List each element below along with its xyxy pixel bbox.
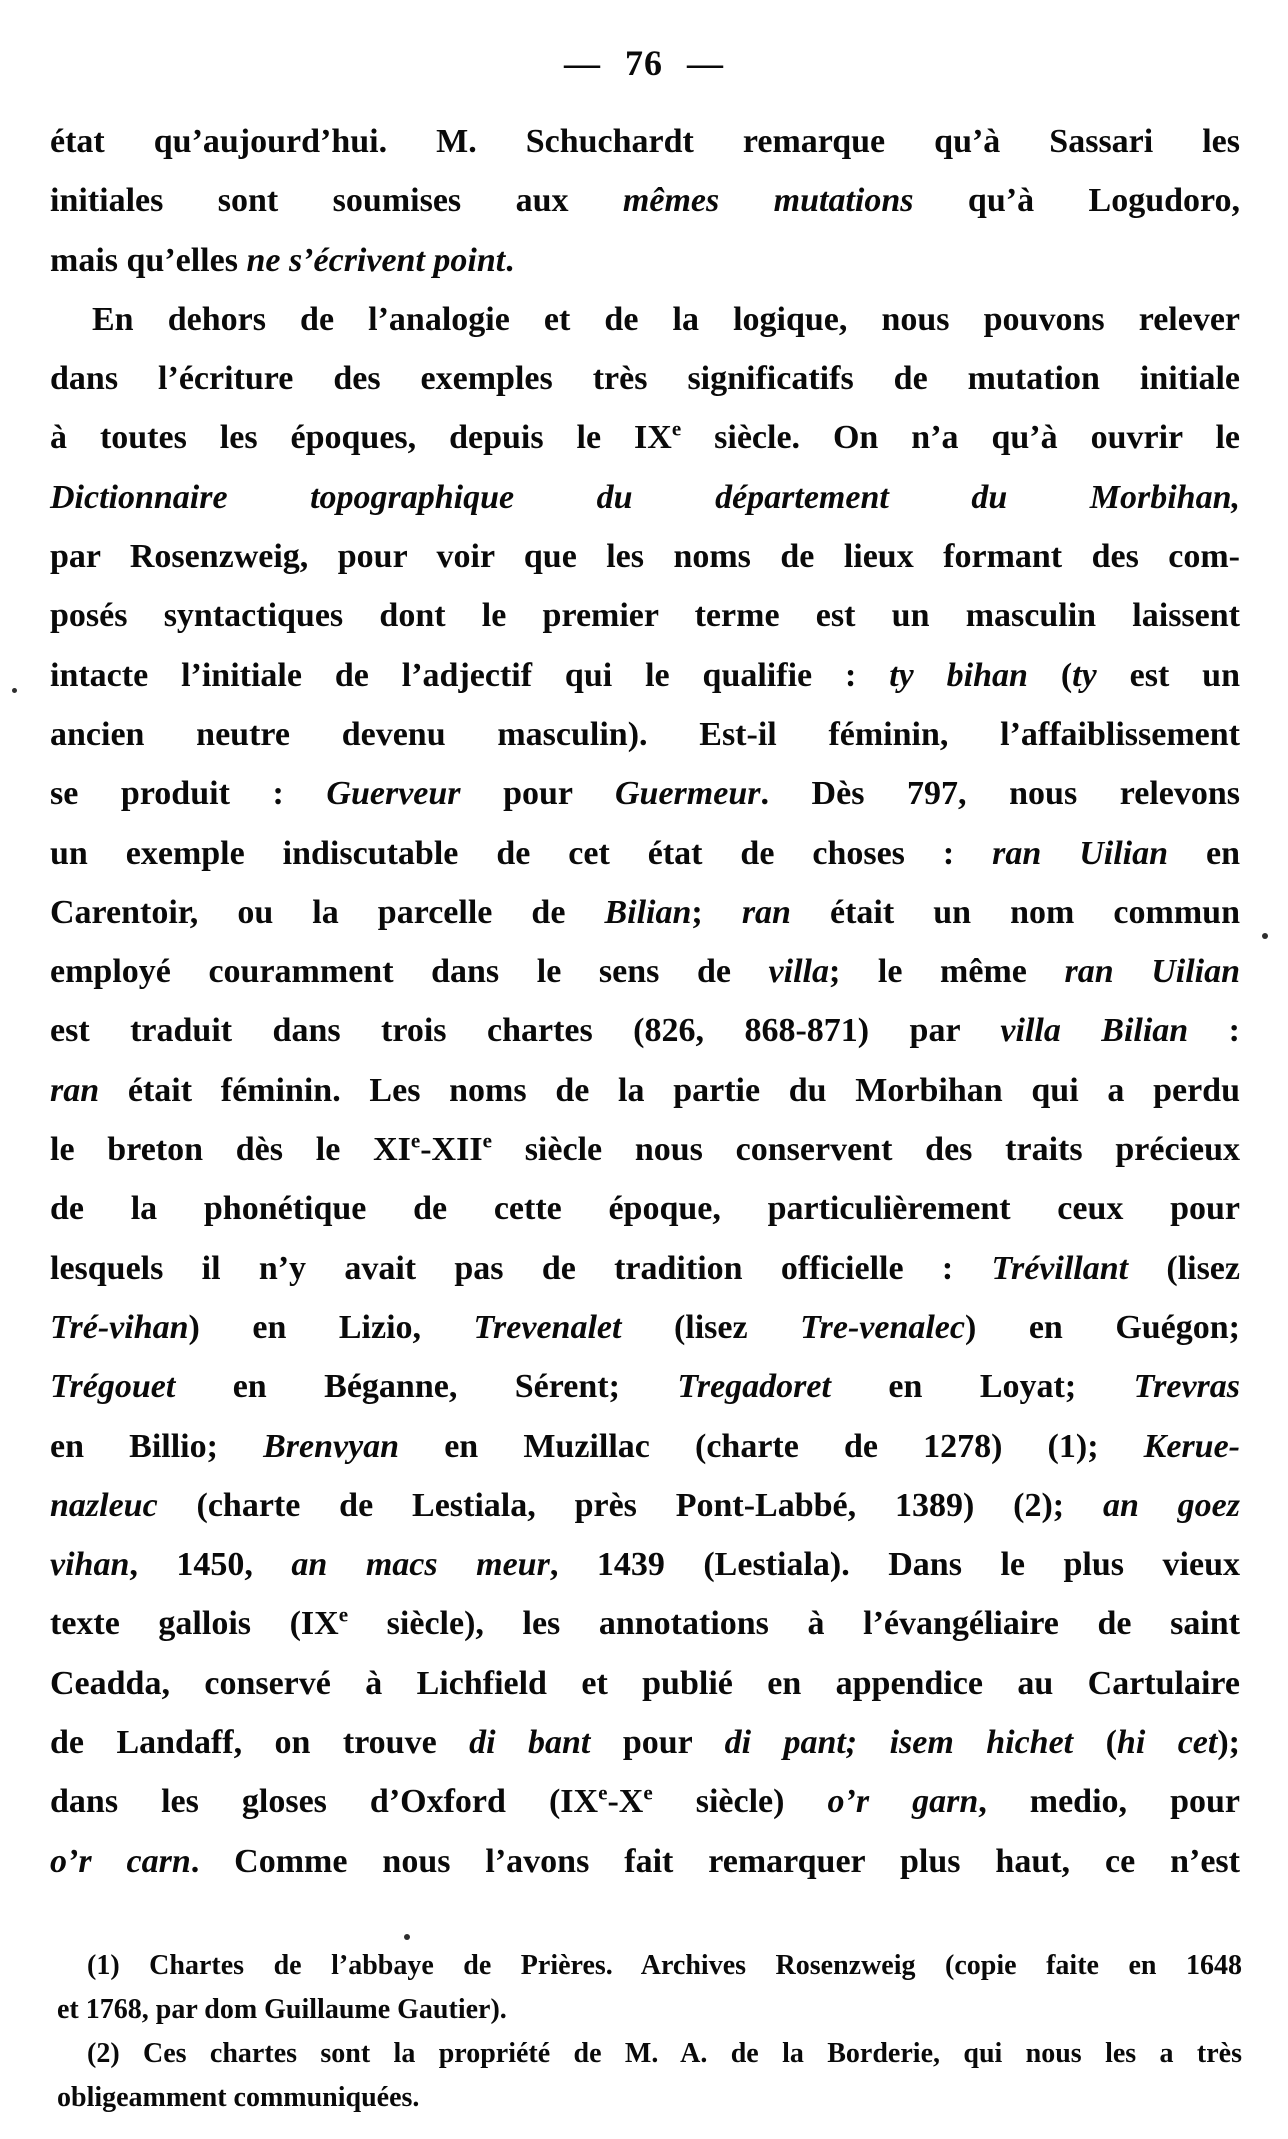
text-segment: était un nom commun [790,893,1240,931]
italic-segment: di pant; isem hichet [724,1724,1074,1762]
body-line [50,171,1240,230]
text-segment: ancien neutre devenu masculin). Est-il féminin, l’affaiblissement [50,715,1240,753]
body-line [50,468,1240,527]
footnote-line [57,2032,1242,2076]
body-line [50,1357,1240,1416]
italic-segment: Trevras [1133,1368,1240,1406]
text-segment: en Béganne, Sérent; [175,1368,678,1406]
text-segment: initiales sont soumises aux [50,182,623,220]
text-segment: ; [691,893,742,931]
text-segment: Carentoir, ou la parcelle de [50,893,605,931]
text-segment: en [1168,834,1240,872]
italic-segment: ran [741,893,791,931]
italic-segment: di bant [469,1724,591,1762]
body-line [50,1001,1240,1060]
text-segment: par Rosenzweig, pour voir que les noms de lieux formant des com- [50,538,1240,576]
text-segment: un exemple indiscutable de cet état de choses : [50,834,993,872]
superscript-segment: e [338,1603,349,1628]
text-segment: était féminin. Les noms de la partie du Morbihan qui a perdu [99,1071,1240,1109]
body-line [50,586,1240,645]
italic-segment: Tré-vihan [50,1308,189,1346]
text-segment: et 1768, par dom Guillaume Gautier). [57,1994,507,2025]
text-segment: ( [1073,1724,1117,1762]
body-line [50,112,1240,171]
body-line [50,646,1240,705]
text-segment: siècle nous conservent des traits précieux [491,1131,1240,1169]
italic-segment: ty [1072,656,1097,694]
body-line [50,764,1240,823]
body-line [50,1654,1240,1713]
italic-segment: villa [768,953,829,991]
text-segment: en Loyat; [830,1368,1134,1406]
text-segment: état qu’aujourd’hui. M. Schuchardt remarque qu’à Sassari les [50,123,1240,160]
text-segment: texte gallois (IX [50,1605,339,1643]
text-segment: En dehors de l’analogie et de la logique, nous pouvons relever [92,300,1240,338]
body-line [50,1772,1240,1831]
text-segment: . [505,241,514,279]
italic-segment: Trégouet [50,1368,176,1406]
text-segment: siècle), les annotations à l’évangéliaire de saint [348,1605,1240,1643]
body-line [50,1476,1240,1535]
footnote-line [57,1988,1242,2032]
text-segment: à toutes les époques, depuis le IX [50,419,672,457]
text-segment: est un [1096,656,1240,694]
italic-segment: Trevenalet [473,1308,622,1346]
body-line [50,883,1240,942]
text-segment: pour [590,1724,725,1762]
text-segment: dans les gloses d’Oxford (IX [50,1783,599,1821]
body-line [50,1535,1240,1594]
text-segment: (lisez [1128,1249,1240,1287]
text-segment: (charte de Lestiala, près Pont-Labbé, 1389) (2); [157,1486,1103,1524]
text-segment: pour [460,775,615,813]
italic-segment: ne s’écrivent point [246,241,506,279]
body-line [50,290,1240,349]
body-line [50,1120,1240,1179]
body-line [50,408,1240,467]
body-line [50,527,1240,586]
text-segment: : [1188,1012,1240,1050]
page-number: — 76 — [564,43,724,83]
text-segment: employé couramment dans le sens de [50,953,769,991]
body-line [50,942,1240,1001]
body-line [50,1298,1240,1357]
body-line [50,349,1240,408]
text-segment: -X [607,1783,644,1821]
footnotes [57,1944,1242,2120]
scan-artifact-dot [1262,933,1268,939]
italic-segment: mêmes mutations [622,182,914,220]
italic-segment: Tregadoret [677,1368,831,1406]
text-segment: obligeamment communiquées. [57,2082,420,2113]
text-segment: qu’à Logudoro, [913,182,1240,220]
text-segment: dans l’écriture des exemples très significatifs de mutation initiale [50,360,1240,398]
italic-segment: ran Uilian [1064,953,1241,991]
body-line [50,824,1240,883]
text-segment: Ceadda, conservé à Lichfield et publié en appendice au Cartulaire [50,1664,1240,1702]
italic-segment: Bilian [604,893,692,931]
italic-segment: o’r garn [827,1783,979,1821]
text-segment: le breton dès le XI [50,1131,411,1169]
text-segment: (1) Chartes de l’abbaye de Prières. Archives Rosenzweig (copie faite en 1648 [87,1950,1242,1981]
scan-artifact-dot [404,1934,410,1940]
italic-segment: nazleuc [50,1486,158,1524]
superscript-segment: e [671,417,682,442]
footnote-line [57,2076,1242,2120]
superscript-segment: e [482,1128,492,1153]
text-segment: intacte l’initiale de l’adjectif qui le qualifie : [50,656,890,694]
text-segment: (lisez [621,1308,801,1346]
superscript-segment: e [598,1780,608,1805]
italic-segment: Kerue- [1143,1427,1240,1465]
text-segment: siècle) [652,1783,828,1821]
text-segment: se produit : [50,775,327,813]
italic-segment: hi cet [1116,1724,1218,1762]
text-segment: ( [1027,656,1073,694]
body-line [50,1832,1240,1891]
text-segment: ; le même [828,953,1065,991]
body-line [50,231,1240,290]
body-line [50,1594,1240,1653]
text-segment: (2) Ces chartes sont la propriété de M. A. de la Borderie, qui nous les a très [87,2038,1242,2069]
italic-segment: o’r carn [50,1842,191,1880]
text-segment: , 1450, [129,1546,292,1584]
italic-segment: ran Uilian [992,834,1169,872]
text-segment: en Billio; [50,1427,264,1465]
text-segment: lesquels il n’y avait pas de tradition officielle : [50,1249,992,1287]
text-segment: mais qu’elles [50,241,247,279]
italic-segment: Dictionnaire topographique du département du Morbihan, [50,478,1240,516]
superscript-segment: e [643,1780,653,1805]
body-line [50,1417,1240,1476]
italic-segment: Brenvyan [263,1427,400,1465]
italic-segment: Guerveur [326,775,461,813]
italic-segment: Trévillant [991,1249,1129,1287]
italic-segment: ran [50,1071,100,1109]
text-segment: -XII [420,1131,483,1169]
text-segment: est traduit dans trois chartes (826, 868-871) par [50,1012,1001,1050]
superscript-segment: e [410,1128,421,1153]
body-text [50,112,1240,1891]
text-segment: de Landaff, on trouve [50,1724,470,1762]
body-line [50,1061,1240,1120]
body-line [50,1713,1240,1772]
italic-segment: ty bihan [889,656,1028,694]
text-segment: ) en Guégon; [964,1308,1241,1346]
body-line [50,1239,1240,1298]
italic-segment: an macs meur [291,1546,550,1584]
text-segment: ) en Lizio, [188,1308,474,1346]
text-segment: ); [1217,1724,1241,1762]
text-segment: , 1439 (Lestiala). Dans le plus vieux [549,1546,1240,1584]
text-segment: posés syntactiques dont le premier terme est un masculin laissent [50,597,1240,635]
text-segment: siècle. On n’a qu’à ouvrir le [681,419,1240,457]
italic-segment: an goez [1102,1486,1241,1524]
body-line [50,705,1240,764]
text-segment: de la phonétique de cette époque, particulièrement ceux pour [50,1190,1240,1228]
text-segment: . Comme nous l’avons fait remarquer plus haut, ce n’est [190,1842,1240,1880]
italic-segment: villa Bilian [1000,1012,1189,1050]
text-segment: . Dès 797, nous relevons [760,775,1241,813]
body-line [50,1179,1240,1238]
italic-segment: vihan [50,1546,130,1584]
text-segment: , medio, pour [978,1783,1240,1821]
footnote-line [57,1944,1242,1988]
italic-segment: Guermeur [615,775,761,813]
text-segment: en Muzillac (charte de 1278) (1); [399,1427,1144,1465]
italic-segment: Tre-venalec [800,1308,965,1346]
scan-artifact-dot [12,688,17,693]
